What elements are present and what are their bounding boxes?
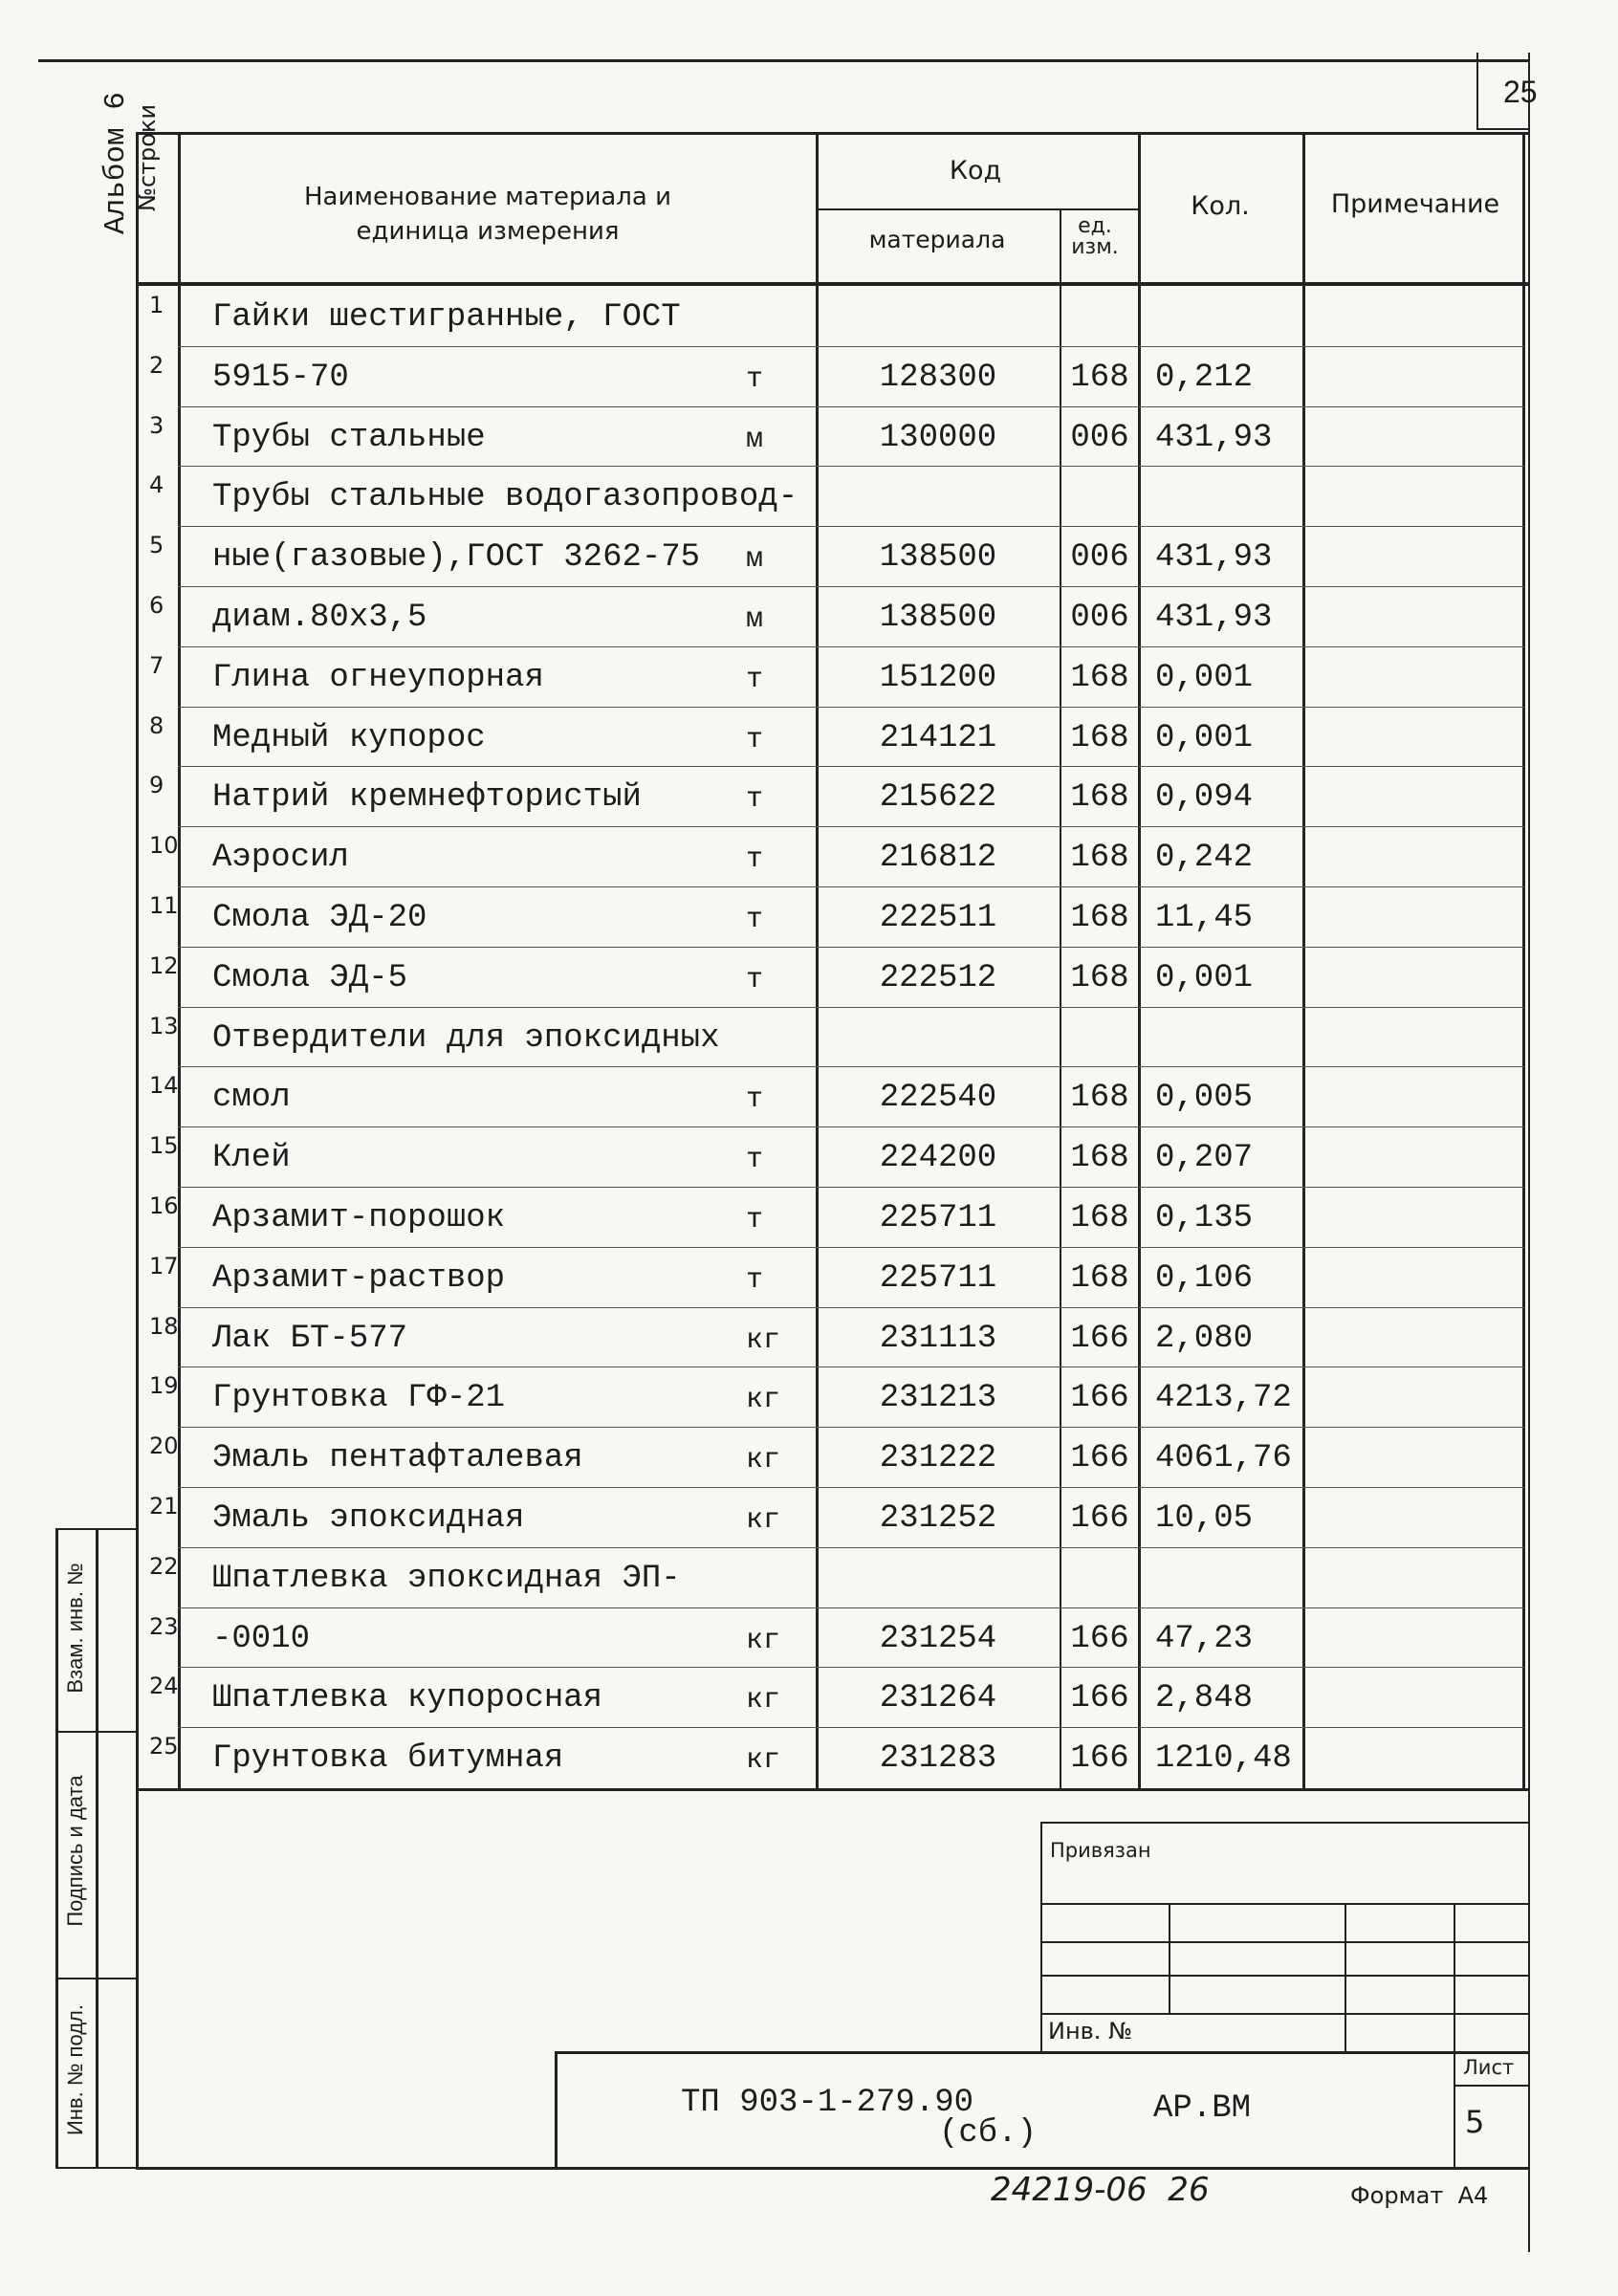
material-unit: т bbox=[746, 843, 764, 877]
material-code: 231222 bbox=[879, 1440, 997, 1477]
material-name: Грунтовка ГФ-21 bbox=[212, 1380, 506, 1417]
header-unit-line1: ед. bbox=[1078, 214, 1112, 238]
row-number: 3 bbox=[149, 411, 164, 439]
top-border bbox=[38, 59, 1530, 62]
material-name: Натрий кремнефтористый bbox=[212, 779, 642, 817]
material-unit-code: 166 bbox=[1070, 1440, 1129, 1477]
material-unit-code: 168 bbox=[1070, 1080, 1129, 1117]
material-unit-code: 166 bbox=[1070, 1380, 1129, 1417]
material-unit: т bbox=[746, 1083, 764, 1117]
material-unit-code: 168 bbox=[1070, 359, 1129, 396]
material-unit: кг bbox=[746, 1744, 781, 1778]
material-code: 128300 bbox=[879, 359, 997, 396]
row-number: 2 bbox=[149, 351, 164, 379]
row-number: 23 bbox=[149, 1612, 179, 1640]
material-unit: т bbox=[746, 723, 764, 756]
material-unit: т bbox=[746, 663, 764, 696]
material-code: 215622 bbox=[879, 779, 997, 817]
material-code: 231264 bbox=[879, 1680, 997, 1717]
material-name: Отвердители для эпоксидных bbox=[212, 1019, 720, 1057]
header-name-line1: Наименование материала и bbox=[303, 183, 672, 211]
material-code: 216812 bbox=[879, 840, 997, 877]
row-number: 12 bbox=[149, 951, 179, 979]
material-unit-code: 168 bbox=[1070, 959, 1129, 996]
row-number: 5 bbox=[149, 532, 164, 559]
material-quantity: 0,106 bbox=[1155, 1259, 1254, 1297]
material-quantity: 4213,72 bbox=[1155, 1380, 1292, 1417]
row-separator bbox=[178, 1307, 1524, 1308]
row-separator bbox=[178, 707, 1524, 708]
side-strip-left bbox=[55, 1528, 58, 2169]
row-number: 19 bbox=[149, 1372, 179, 1400]
row-separator bbox=[178, 1187, 1524, 1188]
row-number: 9 bbox=[149, 772, 164, 799]
material-unit: м bbox=[746, 603, 764, 636]
material-unit: кг bbox=[746, 1384, 781, 1417]
row-number: 11 bbox=[149, 892, 179, 919]
sheet-label-divider bbox=[1454, 2085, 1528, 2087]
header-name bbox=[182, 180, 794, 249]
row-separator bbox=[178, 1007, 1524, 1008]
material-quantity: 2,080 bbox=[1155, 1320, 1254, 1357]
stamp-outer-bottom bbox=[136, 2167, 1528, 2170]
material-unit-code: 166 bbox=[1070, 1680, 1129, 1717]
material-unit-code: 166 bbox=[1070, 1620, 1129, 1657]
material-unit: т bbox=[746, 904, 764, 936]
material-code: 231283 bbox=[879, 1740, 997, 1778]
material-code: 138500 bbox=[879, 600, 997, 636]
material-quantity: 0,005 bbox=[1155, 1080, 1254, 1117]
row-number: 10 bbox=[149, 832, 179, 860]
material-quantity: 2,848 bbox=[1155, 1680, 1254, 1717]
material-name: Лак БТ-577 bbox=[212, 1320, 408, 1357]
row-separator bbox=[178, 1066, 1524, 1067]
table-bottom-border bbox=[136, 1788, 1528, 1791]
row-separator bbox=[178, 526, 1524, 527]
material-quantity: 431,93 bbox=[1155, 600, 1273, 636]
row-number: 1 bbox=[149, 292, 164, 318]
material-code: 138500 bbox=[879, 539, 997, 577]
row-separator bbox=[178, 1667, 1524, 1668]
material-unit-code: 168 bbox=[1070, 900, 1129, 936]
material-unit: м bbox=[746, 423, 764, 456]
row-separator bbox=[178, 646, 1524, 647]
material-unit-code: 168 bbox=[1070, 1140, 1129, 1177]
material-code: 231254 bbox=[879, 1620, 997, 1657]
header-name-line2: единица измерения bbox=[356, 217, 620, 246]
material-name: Смола ЭД-20 bbox=[212, 900, 427, 936]
row-separator bbox=[178, 1607, 1524, 1608]
material-unit: кг bbox=[746, 1684, 781, 1717]
material-code: 231113 bbox=[879, 1320, 997, 1357]
side-label-inv-podl: Инв. № подл. bbox=[63, 2003, 87, 2136]
row-separator bbox=[178, 1727, 1524, 1728]
row-separator bbox=[178, 586, 1524, 587]
album-label: Альбом 6 bbox=[99, 92, 133, 234]
material-code: 222512 bbox=[879, 959, 997, 996]
row-number: 6 bbox=[149, 592, 164, 619]
row-number: 15 bbox=[149, 1132, 179, 1160]
row-number: 16 bbox=[149, 1192, 179, 1219]
material-name: Трубы стальные bbox=[212, 419, 486, 456]
document-mark: АР.ВМ bbox=[1153, 2090, 1252, 2127]
note-right-border bbox=[1522, 132, 1525, 1791]
material-unit-code: 166 bbox=[1070, 1320, 1129, 1357]
page-number-box-bottom bbox=[1476, 128, 1530, 130]
material-quantity: 10,05 bbox=[1155, 1500, 1254, 1537]
sheet-label: Лист bbox=[1463, 2056, 1515, 2079]
material-unit: т bbox=[746, 1263, 764, 1297]
inv-no-label: Инв. № bbox=[1048, 2018, 1133, 2045]
material-name: Гайки шестигранные, ГОСТ bbox=[212, 299, 681, 336]
material-unit-code: 168 bbox=[1070, 779, 1129, 817]
material-unit: т bbox=[746, 963, 764, 996]
header-code: Код bbox=[949, 156, 1002, 186]
table-top-border bbox=[136, 132, 1528, 135]
material-unit-code: 006 bbox=[1070, 600, 1129, 636]
row-number: 25 bbox=[149, 1733, 179, 1760]
row-separator bbox=[178, 1126, 1524, 1127]
material-code: 231252 bbox=[879, 1500, 997, 1537]
header-unit bbox=[1056, 216, 1134, 258]
header-quantity: Кол. bbox=[1191, 191, 1250, 221]
header-material: материала bbox=[868, 226, 1006, 253]
stamp-main-top bbox=[555, 2051, 1528, 2054]
material-name: Медный купорос bbox=[212, 719, 486, 756]
table-left-border bbox=[136, 132, 139, 2169]
header-note: Примечание bbox=[1330, 189, 1500, 219]
material-unit: кг bbox=[746, 1624, 781, 1657]
material-unit-code: 168 bbox=[1070, 1259, 1129, 1297]
material-quantity: 431,93 bbox=[1155, 419, 1273, 456]
document-subtitle: (сб.) bbox=[939, 2115, 1038, 2152]
privyazan-top bbox=[1040, 1822, 1528, 1824]
row-separator bbox=[178, 766, 1524, 767]
row-separator bbox=[178, 947, 1524, 948]
material-quantity: 431,93 bbox=[1155, 539, 1273, 577]
row-number: 7 bbox=[149, 651, 164, 679]
material-name: Эмаль эпоксидная bbox=[212, 1500, 525, 1537]
sheet-number: 5 bbox=[1465, 2104, 1485, 2140]
material-name: Клей bbox=[212, 1140, 291, 1177]
material-name: Глина огнеупорная bbox=[212, 659, 544, 696]
material-unit: т bbox=[746, 1204, 764, 1236]
handwritten-number: 24219-06 26 bbox=[991, 2171, 1210, 2209]
material-name: Шпатлевка купоросная bbox=[212, 1680, 603, 1717]
material-quantity: 0,094 bbox=[1155, 779, 1254, 817]
material-code: 222511 bbox=[879, 900, 997, 936]
material-name: -0010 bbox=[212, 1620, 311, 1657]
row-separator bbox=[178, 826, 1524, 827]
row-separator bbox=[178, 886, 1524, 887]
material-unit-code: 168 bbox=[1070, 1200, 1129, 1236]
header-bottom-border bbox=[136, 282, 1528, 286]
format-label: Формат А4 bbox=[1350, 2182, 1489, 2209]
material-unit-code: 166 bbox=[1070, 1500, 1129, 1537]
material-unit: т bbox=[746, 783, 764, 817]
material-code: 130000 bbox=[879, 419, 997, 456]
material-quantity: 0,242 bbox=[1155, 840, 1254, 877]
material-unit: м bbox=[746, 543, 764, 577]
material-code: 225711 bbox=[879, 1259, 997, 1297]
row-separator bbox=[178, 1487, 1524, 1488]
row-number: 18 bbox=[149, 1312, 179, 1340]
privyazan-v1 bbox=[1169, 1903, 1170, 2013]
row-separator bbox=[178, 466, 1524, 467]
material-name: смол bbox=[212, 1080, 291, 1117]
material-code: 214121 bbox=[879, 719, 997, 756]
material-unit: кг bbox=[746, 1504, 781, 1537]
row-separator bbox=[178, 346, 1524, 347]
side-strip-mid bbox=[96, 1528, 98, 2169]
material-unit-code: 168 bbox=[1070, 719, 1129, 756]
row-separator bbox=[178, 1427, 1524, 1428]
material-unit-code: 166 bbox=[1070, 1740, 1129, 1778]
material-name: Аэросил bbox=[212, 840, 349, 877]
row-separator bbox=[178, 1247, 1524, 1248]
row-separator bbox=[178, 1547, 1524, 1548]
material-name: 5915-70 bbox=[212, 359, 349, 396]
material-code: 224200 bbox=[879, 1140, 997, 1177]
row-number: 20 bbox=[149, 1432, 179, 1460]
material-unit-code: 006 bbox=[1070, 419, 1129, 456]
privyazan-v2 bbox=[1345, 1903, 1346, 2051]
material-name: ные(газовые),ГОСТ 3262-75 bbox=[212, 539, 701, 577]
material-quantity: 4061,76 bbox=[1155, 1440, 1292, 1477]
material-name: Трубы стальные водогазопровод- bbox=[212, 479, 798, 516]
material-quantity: 0,001 bbox=[1155, 659, 1254, 696]
material-quantity: 1210,48 bbox=[1155, 1740, 1292, 1778]
material-quantity: 11,45 bbox=[1155, 900, 1254, 936]
row-number: 4 bbox=[149, 471, 164, 499]
privyazan-v3 bbox=[1454, 1903, 1455, 2169]
header-unit-line2: изм. bbox=[1071, 235, 1119, 259]
row-separator bbox=[178, 406, 1524, 407]
material-quantity: 0,135 bbox=[1155, 1200, 1254, 1236]
material-name: Арзамит-раствор bbox=[212, 1259, 506, 1297]
material-code: 151200 bbox=[879, 659, 997, 696]
material-name: Шпатлевка эпоксидная ЭП- bbox=[212, 1560, 681, 1597]
page-number-box-left bbox=[1476, 53, 1478, 129]
row-number: 8 bbox=[149, 711, 164, 739]
qty-right-border bbox=[1302, 132, 1305, 1791]
stamp-main-left bbox=[555, 2051, 558, 2169]
row-number: 17 bbox=[149, 1252, 179, 1279]
material-code: 225711 bbox=[879, 1200, 997, 1236]
row-number: 13 bbox=[149, 1012, 179, 1039]
material-name: Смола ЭД-5 bbox=[212, 959, 408, 996]
header-row-number: №строки bbox=[134, 103, 161, 212]
row-number: 21 bbox=[149, 1493, 179, 1520]
privyazan-label: Привязан bbox=[1050, 1839, 1151, 1862]
document-code: ТП 903-1-279.90 bbox=[681, 2085, 974, 2121]
material-unit-code: 168 bbox=[1070, 659, 1129, 696]
row-number: 24 bbox=[149, 1673, 179, 1700]
material-name: Грунтовка битумная bbox=[212, 1740, 564, 1778]
material-unit: т bbox=[746, 1144, 764, 1177]
material-quantity: 47,23 bbox=[1155, 1620, 1254, 1657]
material-quantity: 0,207 bbox=[1155, 1140, 1254, 1177]
side-label-podpis: Подпись и дата bbox=[63, 1775, 87, 1927]
code-header-divider bbox=[818, 208, 1140, 210]
material-unit-code: 006 bbox=[1070, 539, 1129, 577]
material-quantity: 0,001 bbox=[1155, 959, 1254, 996]
row-number: 22 bbox=[149, 1552, 179, 1580]
material-quantity: 0,212 bbox=[1155, 359, 1254, 396]
page-number: 25 bbox=[1503, 75, 1538, 109]
material-unit-code: 168 bbox=[1070, 840, 1129, 877]
row-number: 14 bbox=[149, 1072, 179, 1100]
material-unit: т bbox=[746, 362, 764, 396]
material-code: 222540 bbox=[879, 1080, 997, 1117]
material-name: Эмаль пентафталевая bbox=[212, 1440, 583, 1477]
side-label-vzam: Взам. инв. № bbox=[63, 1563, 87, 1694]
material-name: Арзамит-порошок bbox=[212, 1200, 506, 1236]
material-quantity: 0,001 bbox=[1155, 719, 1254, 756]
side-strip-bottom bbox=[55, 2167, 139, 2169]
privyazan-left bbox=[1040, 1822, 1042, 2051]
material-unit: кг bbox=[746, 1323, 781, 1357]
page-right-border bbox=[1528, 53, 1530, 2252]
material-name: диам.80х3,5 bbox=[212, 600, 427, 636]
material-unit: кг bbox=[746, 1444, 781, 1477]
material-code: 231213 bbox=[879, 1380, 997, 1417]
